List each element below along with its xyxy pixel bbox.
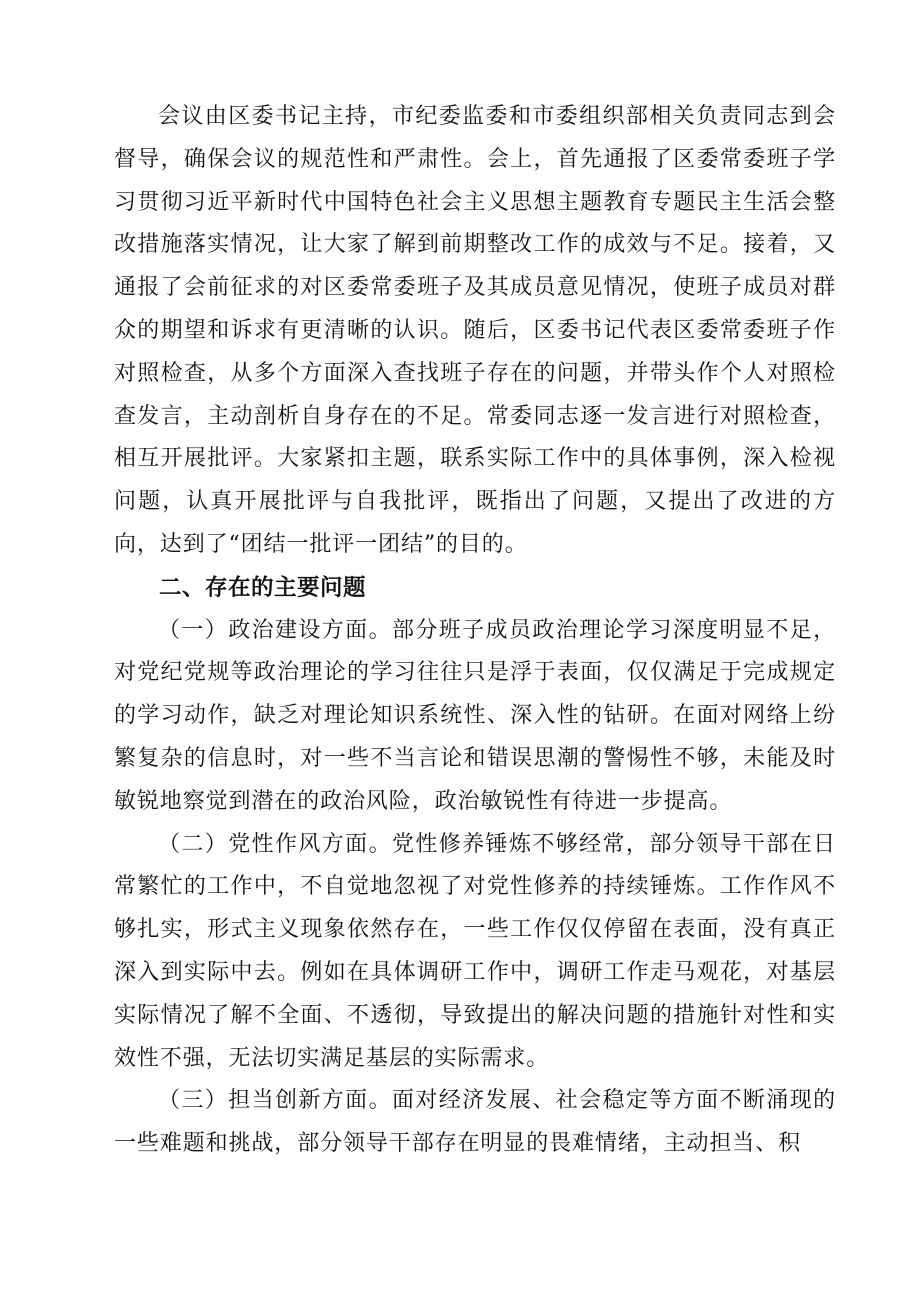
paragraph-party-style: （二）党性作风方面。党性修养锤炼不够经常，部分领导干部在日常繁忙的工作中，不自觉地忽视了对党性修养的持续锤炼。工作作风不够扎实，形式主义现象依然存在，一些工作仅仅停留在表面，没有真正深入到实际中去。例如在具体调研工作中，调研工作走马观花，对基层实际情况了解不全面、不透彻，导致提出的解决问题的措施针对性和实效性不强，无法切实满足基层的实际需求。 bbox=[114, 831, 836, 1071]
document-body bbox=[114, 96, 836, 1166]
paragraph-political-construction: （一）政治建设方面。部分班子成员政治理论学习深度明显不足，对党纪党规等政治理论的学习往往只是浮于表面，仅仅满足于完成规定的学习动作，缺乏对理论知识系统性、深入性的钻研。在面对网络上纷繁复杂的信息时，对一些不当言论和错误思潮的警惕性不够，未能及时敏锐地察觉到潜在的政治风险，政治敏锐性有待进一步提高。 bbox=[114, 617, 836, 814]
paragraph-responsibility-innovation: （三）担当创新方面。面对经济发展、社会稳定等方面不断涌现的一些难题和挑战，部分领导干部存在明显的畏难情绪，主动担当、积 bbox=[114, 1088, 836, 1157]
section-heading: 二、存在的主要问题 bbox=[159, 574, 367, 601]
paragraph-meeting-summary: 会议由区委书记主持，市纪委监委和市委组织部相关负责同志到会督导，确保会议的规范性和严肃性。会上，首先通报了区委常委班子学习贯彻习近平新时代中国特色社会主义思想主题教育专题民主生活会整改措施落实情况，让大家了解到前期整改工作的成效与不足。接着，又通报了会前征求的对区委常委班子及其成员意见情况，使班子成员对群众的期望和诉求有更清晰的认识。随后，区委书记代表区委常委班子作对照检查，从多个方面深入查找班子存在的问题，并带头作个人对照检查发言，主动剖析自身存在的不足。常委同志逐一发言进行对照检查，相互开展批评。大家紧扣主题，联系实际工作中的具体事例，深入检视问题，认真开展批评与自我批评，既指出了问题，又提出了改进的方向，达到了“团结一批评一团结”的目的。 bbox=[114, 104, 836, 557]
